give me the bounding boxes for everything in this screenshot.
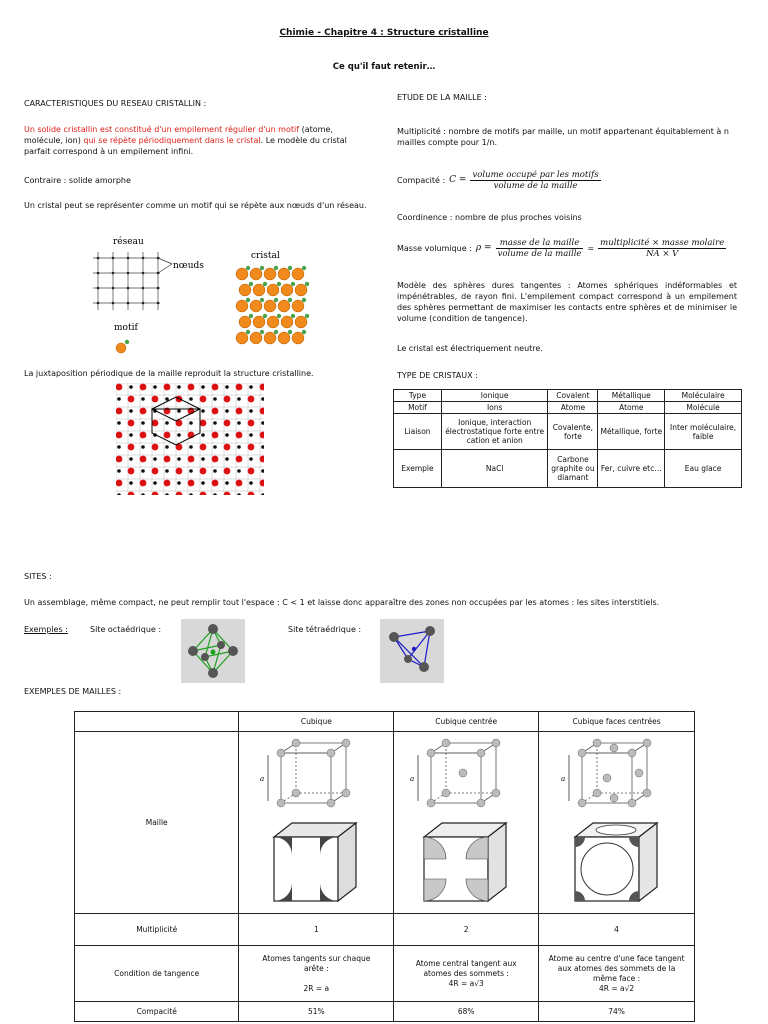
site-tetraedrique-label: Site tétraédrique :	[288, 625, 362, 634]
pattern-red-dot	[152, 396, 159, 403]
pattern-red-dot	[224, 468, 231, 475]
mailles-row-mult	[75, 914, 695, 946]
crystal-sphere	[292, 332, 304, 344]
pattern-black-dot	[165, 445, 169, 449]
crystal-small-sphere	[263, 314, 267, 318]
crystal-small-sphere	[288, 266, 292, 270]
mailles-heading: EXEMPLES DE MAILLES :	[24, 687, 122, 696]
mult-text: : nombre de motifs par maille, un motif appartenant équitablement à n mailles compte pour 1/n.	[397, 127, 729, 147]
crystal-small-sphere	[263, 282, 267, 286]
pattern-black-dot	[129, 385, 133, 389]
crystal-sphere	[267, 284, 279, 296]
crystal-sphere	[267, 316, 279, 328]
label-motif: motif	[114, 323, 138, 333]
cond-text-cc: Atome central tangent aux atomes des sommets :	[415, 958, 517, 978]
mailles-table	[74, 711, 695, 1022]
pattern-red-dot	[248, 468, 255, 475]
pattern-black-dot	[225, 385, 229, 389]
cond-text-cubique: Atomes tangents sur chaque arête :	[262, 953, 371, 973]
pattern-red-dot	[128, 444, 135, 451]
pattern-red-dot	[128, 396, 135, 403]
crystal-small-sphere	[249, 314, 253, 318]
pattern-black-dot	[177, 481, 181, 485]
pattern-black-dot	[201, 385, 205, 389]
comp-fraction	[470, 170, 600, 191]
types-cell: Covalent	[548, 390, 598, 402]
row-label-mult: Multiplicité	[75, 914, 239, 946]
types-cell: Motif	[394, 402, 442, 414]
paragraph-juxtaposition: La juxtaposition périodique de la maille reproduit la structure cristalline.	[24, 369, 314, 378]
formula-masse-volumique	[397, 234, 726, 262]
label-cristal: cristal	[251, 251, 280, 261]
crystal-small-sphere	[291, 282, 295, 286]
types-cell: Type	[394, 390, 442, 402]
crystal-small-sphere	[260, 298, 264, 302]
types-heading: TYPE DE CRISTAUX :	[397, 371, 478, 380]
pattern-black-dot	[201, 409, 205, 413]
pattern-red-dot	[200, 420, 207, 427]
mv-fraction-2	[598, 238, 726, 259]
crystal-small-sphere	[277, 282, 281, 286]
pattern-black-dot	[213, 397, 217, 401]
pattern-black-dot	[237, 421, 241, 425]
crystal-sphere	[281, 316, 293, 328]
mv-equals: =	[587, 243, 595, 253]
crystal-sphere	[264, 300, 276, 312]
pattern-red-dot	[164, 456, 171, 463]
pattern-red-dot	[212, 384, 219, 391]
crystal-sphere	[295, 284, 307, 296]
crystal-sphere	[250, 268, 262, 280]
pattern-red-dot	[212, 408, 219, 415]
octahedral-site-figure	[181, 619, 245, 683]
text-black-a: (atome, molécule, ion)	[24, 125, 333, 145]
pattern-black-dot	[129, 457, 133, 461]
pattern-black-dot	[213, 469, 217, 473]
pattern-red-dot	[248, 420, 255, 427]
comp-cubique: 51%	[239, 1002, 394, 1022]
crystal-sphere	[253, 284, 265, 296]
pattern-red-dot	[140, 456, 147, 463]
crystal-small-sphere	[274, 266, 278, 270]
pattern-red-dot	[224, 396, 231, 403]
mult-cc: 2	[394, 914, 539, 946]
label-noeuds: nœuds	[173, 261, 204, 271]
pattern-black-dot	[117, 397, 121, 401]
crystal-sphere	[281, 284, 293, 296]
pattern-black-dot	[165, 469, 169, 473]
mult-label: Multiplicité	[397, 127, 441, 136]
pattern-black-dot	[117, 421, 121, 425]
crystal-sphere	[239, 316, 251, 328]
types-cell: Fer, cuivre etc…	[598, 450, 665, 488]
pattern-red-dot	[128, 468, 135, 475]
pattern-black-dot	[177, 385, 181, 389]
lattice-figure	[88, 230, 318, 358]
pattern-black-dot	[249, 385, 253, 389]
crystal-pattern-figure	[116, 383, 264, 495]
types-cell: Moléculaire	[665, 390, 742, 402]
types-cell: Molécule	[665, 402, 742, 414]
mv-rho: ρ =	[475, 243, 492, 253]
pattern-red-dot	[188, 480, 195, 487]
pattern-black-dot	[153, 481, 157, 485]
pattern-red-dot	[224, 444, 231, 451]
pattern-red-dot	[248, 444, 255, 451]
crystal-sphere	[239, 284, 251, 296]
cubique-figure	[256, 733, 376, 909]
mailles-header-cfc: Cubique faces centrées	[539, 712, 695, 732]
pattern-black-dot	[225, 481, 229, 485]
types-cell: Métallique, forte	[598, 414, 665, 450]
types-cell: Métallique	[598, 390, 665, 402]
pattern-black-dot	[213, 445, 217, 449]
crystal-small-sphere	[302, 330, 306, 334]
pattern-black-dot	[189, 421, 193, 425]
crystal-small-sphere	[277, 314, 281, 318]
pattern-red-dot	[140, 408, 147, 415]
pattern-black-dot	[237, 445, 241, 449]
motif-sphere	[116, 343, 126, 353]
sites-text: Un assemblage, même compact, ne peut remplir tout l'espace : C < 1 et laisse donc apparaître des zones non occupées par les atomes : les sites interstitiels.	[24, 598, 660, 607]
motif-small-sphere	[125, 340, 129, 344]
text-red-a: Un solide cristallin est constitué d'un empilement régulier d'un motif	[24, 125, 300, 134]
pattern-black-dot	[177, 457, 181, 461]
cond-formula-cc: 4R = a√3	[448, 978, 484, 988]
pattern-black-dot	[129, 409, 133, 413]
pattern-red-dot	[164, 384, 171, 391]
mailles-header-empty	[75, 712, 239, 732]
pattern-black-dot	[177, 433, 181, 437]
page-subtitle: Ce qu'il faut retenir…	[332, 62, 436, 72]
types-cell: Covalente, forte	[548, 414, 598, 450]
pattern-black-dot	[201, 481, 205, 485]
lattice-grid	[93, 252, 160, 310]
comp-denominator: volume de la maille	[493, 180, 578, 191]
crystal-small-sphere	[302, 298, 306, 302]
types-table-row-type	[394, 390, 742, 402]
mailles-row-cond	[75, 946, 695, 1002]
cond-cfc	[539, 946, 695, 1002]
pattern-red-dot	[212, 432, 219, 439]
crystal-sphere	[236, 300, 248, 312]
paragraph-neutre: Le cristal est électriquement neutre.	[397, 344, 543, 353]
crystal-sphere	[292, 268, 304, 280]
mailles-header-cubique: Cubique	[239, 712, 394, 732]
sites-heading: SITES :	[24, 572, 52, 581]
types-cell: Exemple	[394, 450, 442, 488]
types-table-row-motif	[394, 402, 742, 414]
pattern-black-dot	[141, 445, 145, 449]
exemples-label: Exemples :	[24, 625, 68, 634]
crystal-small-sphere	[288, 330, 292, 334]
crystal-spheres	[236, 266, 309, 344]
crystal-small-sphere	[249, 282, 253, 286]
comp-label: Compacité :	[397, 175, 446, 185]
pattern-black-dot	[213, 421, 217, 425]
crystal-sphere	[292, 300, 304, 312]
crystal-sphere	[278, 300, 290, 312]
pattern-black-dot	[165, 421, 169, 425]
edge-label: a	[260, 775, 265, 783]
pattern-red-dot	[212, 480, 219, 487]
pattern-black-dot	[141, 397, 145, 401]
crystal-small-sphere	[274, 330, 278, 334]
types-cell: NaCl	[441, 450, 548, 488]
pattern-red-dot	[128, 420, 135, 427]
pattern-black-dot	[189, 397, 193, 401]
paragraph-solide-cristallin	[24, 124, 367, 157]
pattern-black-dot	[153, 457, 157, 461]
types-cell: Ionique, interaction électrostatique forte entre cation et anion	[441, 414, 548, 450]
crystal-sphere	[264, 268, 276, 280]
pattern-black-dot	[117, 445, 121, 449]
crystal-small-sphere	[246, 266, 250, 270]
cubique-faces-centrees-figure	[557, 733, 677, 909]
pattern-black-dot	[129, 481, 133, 485]
pattern-red-dot	[176, 468, 183, 475]
pattern-red-dot	[164, 432, 171, 439]
types-cell: Inter moléculaire, faible	[665, 414, 742, 450]
left-heading: CARACTERISTIQUES DU RESEAU CRISTALLIN :	[24, 99, 207, 108]
mult-cfc: 4	[539, 914, 695, 946]
pattern-red-dot	[152, 420, 159, 427]
pattern-black-dot	[249, 481, 253, 485]
crystal-sphere	[278, 268, 290, 280]
crystal-small-sphere	[246, 298, 250, 302]
mailles-header-row	[75, 712, 695, 732]
right-heading: ETUDE DE LA MAILLE :	[397, 93, 487, 102]
cell-cc-figure	[394, 732, 539, 914]
types-cell: Atome	[548, 402, 598, 414]
pattern-black-dot	[129, 433, 133, 437]
cubique-centree-figure	[406, 733, 526, 909]
paragraph-coordinence	[397, 212, 582, 223]
pattern-black-dot	[225, 409, 229, 413]
types-table-row-exemple	[394, 450, 742, 488]
crystal-small-sphere	[274, 298, 278, 302]
pattern-red-dot	[140, 384, 147, 391]
paragraph-reseau: Un cristal peut se représenter comme un motif qui se répète aux nœuds d'un réseau.	[24, 201, 367, 210]
noeuds-arrows	[158, 258, 172, 273]
crystal-sphere	[278, 332, 290, 344]
mv-denominator-2: NA × V	[646, 248, 679, 259]
coord-text: : nombre de plus proches voisins	[447, 213, 582, 222]
crystal-sphere	[253, 316, 265, 328]
tetrahedral-site-figure	[380, 619, 444, 683]
pattern-black-dot	[237, 397, 241, 401]
cond-formula-cfc: 4R = a√2	[598, 983, 635, 993]
row-label-comp: Compacité	[75, 1002, 239, 1022]
cell-cfc-figure	[539, 732, 695, 914]
crystal-small-sphere	[246, 330, 250, 334]
pattern-red-dot	[188, 456, 195, 463]
paragraph-multiplicite	[397, 126, 740, 148]
types-cell: Eau glace	[665, 450, 742, 488]
types-cell: Atome	[598, 402, 665, 414]
edge-label: a	[410, 775, 415, 783]
crystal-small-sphere	[260, 266, 264, 270]
mailles-row-comp	[75, 1002, 695, 1022]
crystal-small-sphere	[260, 330, 264, 334]
page-title: Chimie - Chapitre 4 : Structure cristalline	[279, 28, 489, 38]
pattern-black-dot	[153, 385, 157, 389]
mv-label: Masse volumique :	[397, 243, 472, 253]
pattern-red-dot	[152, 468, 159, 475]
pattern-red-dot	[236, 480, 243, 487]
cond-cc	[394, 946, 539, 1002]
text-black-b: . Le modèle du cristal parfait correspond à un empilement infini.	[24, 136, 347, 156]
mv-numerator-1: masse de la maille	[496, 238, 584, 249]
mult-cubique: 1	[239, 914, 394, 946]
formula-compacite	[397, 166, 601, 194]
crystal-sphere	[295, 316, 307, 328]
types-table	[393, 389, 742, 488]
mv-numerator-2: multiplicité × masse molaire	[600, 237, 725, 248]
pattern-red-dot	[224, 420, 231, 427]
cond-text-cfc: Atome au centre d'une face tangent aux atomes des sommets de la même face :	[548, 953, 685, 983]
mailles-row-maille	[75, 732, 695, 914]
cond-cubique	[239, 946, 394, 1002]
crystal-small-sphere	[302, 266, 306, 270]
pattern-black-dot	[249, 409, 253, 413]
paragraph-amorphe: Contraire : solide amorphe	[24, 176, 131, 185]
crystal-sphere	[250, 332, 262, 344]
pattern-red-dot	[236, 456, 243, 463]
pattern-black-dot	[189, 469, 193, 473]
pattern-red-dot	[140, 480, 147, 487]
crystal-small-sphere	[305, 314, 309, 318]
row-label-cond: Condition de tangence	[75, 946, 239, 1002]
pattern-red-dot	[164, 480, 171, 487]
pattern-red-dot	[248, 396, 255, 403]
pattern-red-dot	[152, 444, 159, 451]
crystal-sphere	[250, 300, 262, 312]
comp-c: C =	[449, 175, 467, 185]
types-table-row-liaison	[394, 414, 742, 450]
site-octaedrique-label: Site octaédrique :	[90, 625, 162, 634]
crystal-small-sphere	[305, 282, 309, 286]
pattern-black-dot	[201, 457, 205, 461]
pattern-red-dot	[200, 468, 207, 475]
pattern-black-dot	[225, 433, 229, 437]
crystal-sphere	[236, 268, 248, 280]
crystal-small-sphere	[291, 314, 295, 318]
cond-formula-cubique: 2R = a	[303, 983, 330, 993]
cell-cubique-figure	[239, 732, 394, 914]
pattern-black-dot	[189, 445, 193, 449]
pattern-black-dot	[237, 469, 241, 473]
pattern-black-dot	[141, 421, 145, 425]
pattern-red-dot	[188, 384, 195, 391]
types-cell: Carbone graphite ou diamant	[548, 450, 598, 488]
pattern-red-dot	[236, 432, 243, 439]
pattern-black-dot	[225, 457, 229, 461]
row-label-maille: Maille	[75, 732, 239, 914]
edge-label: a	[560, 775, 565, 783]
pattern-black-dot	[141, 469, 145, 473]
pattern-black-dot	[249, 433, 253, 437]
types-cell: Ionique	[441, 390, 548, 402]
types-cell: Ions	[441, 402, 548, 414]
crystal-sphere	[264, 332, 276, 344]
comp-cc: 68%	[394, 1002, 539, 1022]
pattern-red-dot	[236, 408, 243, 415]
pattern-red-dot	[200, 396, 207, 403]
mailles-header-cc: Cubique centrée	[394, 712, 539, 732]
types-cell: Liaison	[394, 414, 442, 450]
comp-cfc: 74%	[539, 1002, 695, 1022]
pattern-black-dot	[177, 409, 181, 413]
mv-fraction-1	[496, 238, 584, 259]
paragraph-spheres-dures: Modèle des sphères dures tangentes : Atomes sphériques indéformables et impénétrables, de rayon fini. L'empilement compact correspond à un empilement des sphères permettant de maximiser les contacts entre sphères et de minimiser le volume (condition de tangence).	[397, 281, 737, 323]
text-red-b: qui se répète périodiquement dans le cristal	[83, 136, 261, 145]
pattern-red-dot	[200, 444, 207, 451]
pattern-red-dot	[236, 384, 243, 391]
mv-denominator-1: volume de la maille	[497, 248, 582, 259]
crystal-sphere	[236, 332, 248, 344]
pattern-black-dot	[249, 457, 253, 461]
pattern-red-dot	[212, 456, 219, 463]
pattern-red-dot	[140, 432, 147, 439]
pattern-black-dot	[201, 433, 205, 437]
coord-label: Coordinence	[397, 213, 448, 222]
crystal-small-sphere	[288, 298, 292, 302]
pattern-black-dot	[165, 397, 169, 401]
label-reseau: réseau	[113, 237, 144, 247]
pattern-black-dot	[117, 469, 121, 473]
comp-numerator: volume occupé par les motifs	[472, 169, 599, 180]
